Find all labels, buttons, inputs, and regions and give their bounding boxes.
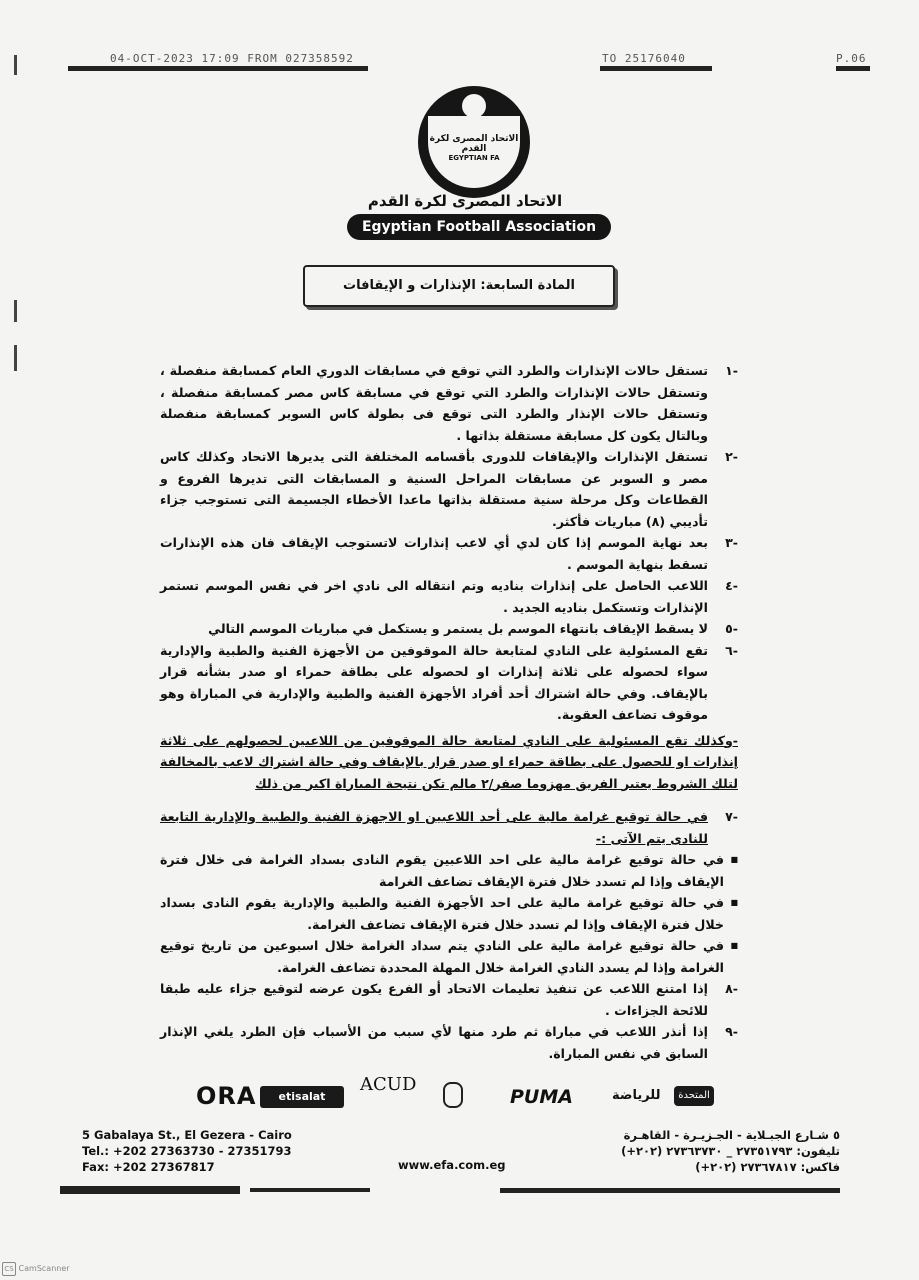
- bullet-item: [160, 935, 738, 978]
- item-number: -٥: [725, 621, 738, 636]
- scanner-watermark: [2, 1262, 70, 1276]
- efa-logo-icon: [418, 86, 530, 198]
- fax-bottom-rule: [250, 1188, 370, 1192]
- sponsor-emblem-icon: [443, 1082, 463, 1108]
- camscanner-icon: CS: [2, 1262, 16, 1276]
- sponsor-puma-logo: PUMA: [510, 1086, 573, 1108]
- scan-edge-mark: [14, 345, 17, 371]
- list-item: [160, 1021, 738, 1064]
- footer-fax-en: Fax: +202 27367817: [82, 1160, 215, 1174]
- footer-address-en: 5 Gabalaya St., El Gezera - Cairo: [82, 1128, 292, 1142]
- item-text: تقع المسئولية على النادي لمتابعة حالة الموقوفين من الأجهزة الفنية والطبية والإدارية سواء لحصوله على ثلاثة إنذارات او لحصوله على بطاقة حمراء او صدر بشأنه قرار بالإيقاف. وفي حالة اشتراك أحد أفراد الأجهزة الفنية والطبية والإدارية في المباراة وهو موقوف تضاعف العقوبة.: [160, 642, 708, 722]
- item-number: -١: [725, 363, 738, 378]
- list-item: [160, 360, 738, 446]
- footer-website: www.efa.com.eg: [398, 1158, 506, 1172]
- footer-tel-ar: تليفون: ٢٧٣٥١٧٩٣ _ ٢٧٣٦٣٧٣٠ (٢٠٢+): [621, 1144, 840, 1158]
- list-item: [160, 640, 738, 726]
- bullet-item: [160, 892, 738, 935]
- fax-bottom-rule: [500, 1188, 840, 1193]
- item-number: -٨: [725, 981, 738, 996]
- fax-top-rule: [68, 66, 368, 71]
- item-text: إذا أنذر اللاعب في مباراة ثم طرد منها لأي سبب من الأسباب فإن الطرد يلغي الإنذار السابق في نفس المباراة.: [160, 1024, 708, 1061]
- sponsor-etisalat-logo: [260, 1086, 344, 1108]
- item-text: في حالة توقيع غرامة مالية على أحد اللاعبين او الاجهزة الفنية والطبية والإدارية التابعة للنادى يتم الآتى :-: [160, 809, 708, 846]
- article-title: المادة السابعة: الإنذارات و الإيقافات: [303, 265, 615, 307]
- org-name-ar: الاتحاد المصرى لكرة القدم: [367, 192, 563, 210]
- scanner-text: CamScanner: [18, 1264, 70, 1273]
- etisalat-text: etisalat: [278, 1090, 326, 1103]
- item-text: لا يسقط الإيقاف بانتهاء الموسم بل يستمر و يستكمل في مباريات الموسم التالي: [208, 621, 708, 636]
- item-text: تستقل الإنذارات والإيقافات للدورى بأقسامه المختلفة التى يديرها الاتحاد وكذلك كاس مصر و السوبر عن مسابقات المراحل السنية و المسابقات التى تديرها الفروع و القطاعات وكل مرحلة سنية مستقلة بذاتها ماعدا الأخطاء الجسيمة التى تستوجب جزاء تأديبي (٨) مباريات فأكثر.: [160, 449, 708, 529]
- bullet-text: في حالة توقيع غرامة مالية على احد اللاعبين يقوم النادى بسداد الغرامة فى خلال فترة الإيقاف وإذا لم تسدد خلال فترة الإيقاف تضاعف الغرامة: [160, 852, 724, 889]
- fax-header-left: 04-OCT-2023 17:09 FROM 027358592: [110, 52, 354, 65]
- footer-fax-ar: فاكس: ٢٧٣٦٧٨١٧ (٢٠٢+): [695, 1160, 840, 1174]
- fax-header-to: TO 25176040: [602, 52, 686, 65]
- item-number: -٤: [725, 578, 738, 593]
- sponsor-orange-logo: ORA: [196, 1082, 257, 1110]
- sponsor-united-logo: [674, 1086, 714, 1106]
- org-name-en: Egyptian Football Association: [347, 214, 611, 240]
- item-number: -٢: [725, 449, 738, 464]
- sponsor-ministry-logo: للرياضة: [612, 1088, 661, 1103]
- footer-tel-en: Tel.: +202 27363730 - 27351793: [82, 1144, 292, 1158]
- list-item: [160, 446, 738, 532]
- united-text: المتحدة: [678, 1090, 710, 1101]
- item-text: اللاعب الحاصل على إنذارات بناديه وتم انتقاله الى نادي اخر في نفس الموسم تستمر الإنذارات وتستكمل بناديه الجديد .: [160, 578, 708, 615]
- item-number: -٧: [725, 809, 738, 824]
- fax-bottom-rule: [60, 1186, 240, 1194]
- bullet-text: في حالة توقيع غرامة مالية على احد الأجهزة الفنية والطبية والإدارية يقوم النادى بسداد خلال فترة الإيقاف وإذا لم تسدد خلال فترة الإيقاف تضاعف الغرامة.: [160, 895, 724, 932]
- item-number: -٦: [725, 642, 738, 658]
- fax-top-rule: [600, 66, 712, 71]
- sponsor-acud-logo: ACUD: [360, 1074, 417, 1095]
- list-item: [160, 618, 738, 640]
- item-text: إذا امتنع اللاعب عن تنفيذ تعليمات الاتحاد أو الفرع يكون عرضه لتوقيع جزاء عليه طبقا للائحة الجزاءات .: [160, 981, 708, 1018]
- item-number: -٣: [725, 535, 738, 550]
- logo-text-ar: الاتحاد المصرى لكرة القدم: [429, 134, 519, 154]
- list-item: [160, 978, 738, 1021]
- list-item: [160, 532, 738, 575]
- item-text: تستقل حالات الإنذارات والطرد التي توقع في مسابقات الدوري العام كمسابقة منفصلة ، وتستقل حالات الإنذارات والطرد التي توقع في مسابقة كاس مصر كمسابقة منفصلة ، وتستقل حالات الإنذار والطرد التى توقع فى بطولة كاس السوبر كمسابقة منفصلة وبالتال يكون كل مسابقة مستقلة بذاتها .: [160, 363, 708, 443]
- document-body: [160, 360, 738, 1064]
- fax-top-rule: [836, 66, 870, 71]
- item-text: بعد نهاية الموسم إذا كان لدي أي لاعب إنذارات لاتستوجب الإيقاف فان هذه الإنذارات تسقط بنهاية الموسم .: [160, 535, 708, 572]
- list-item: [160, 806, 738, 849]
- logo-text-en: EGYPTIAN FA: [448, 154, 500, 162]
- bullet-text: في حالة توقيع غرامة مالية على النادي يتم سداد الغرامة خلال اسبوعين من تاريخ توقيع الغرامة وإذا لم يسدد النادي الغرامة خلال المهلة المحددة تضاعف الغرامة.: [160, 938, 724, 975]
- scan-edge-mark: [14, 55, 17, 75]
- footer-address-ar: ٥ شـارع الجبـلاية - الجـزيـرة - القاهـرة: [623, 1128, 840, 1142]
- fax-page-number: P.06: [836, 52, 867, 65]
- ball-icon: [462, 94, 486, 118]
- list-item: [160, 575, 738, 618]
- underlined-paragraph: -وكذلك تقع المسئولية على النادي لمتابعة حالة الموقوفين من اللاعبين لحصولهم على ثلاثة إنذارات او للحصول على بطاقة حمراء او صدر قرار بالإيقاف وفي حالة اشتراك لاعب بالمخالفة لتلك الشروط يعتبر الفريق مهزوما صفر/٢ مالم تكن نتيجة المباراة اكبر من ذلك: [160, 732, 738, 791]
- bullet-item: [160, 849, 738, 892]
- item-number: -٩: [725, 1024, 738, 1039]
- scan-edge-mark: [14, 300, 17, 322]
